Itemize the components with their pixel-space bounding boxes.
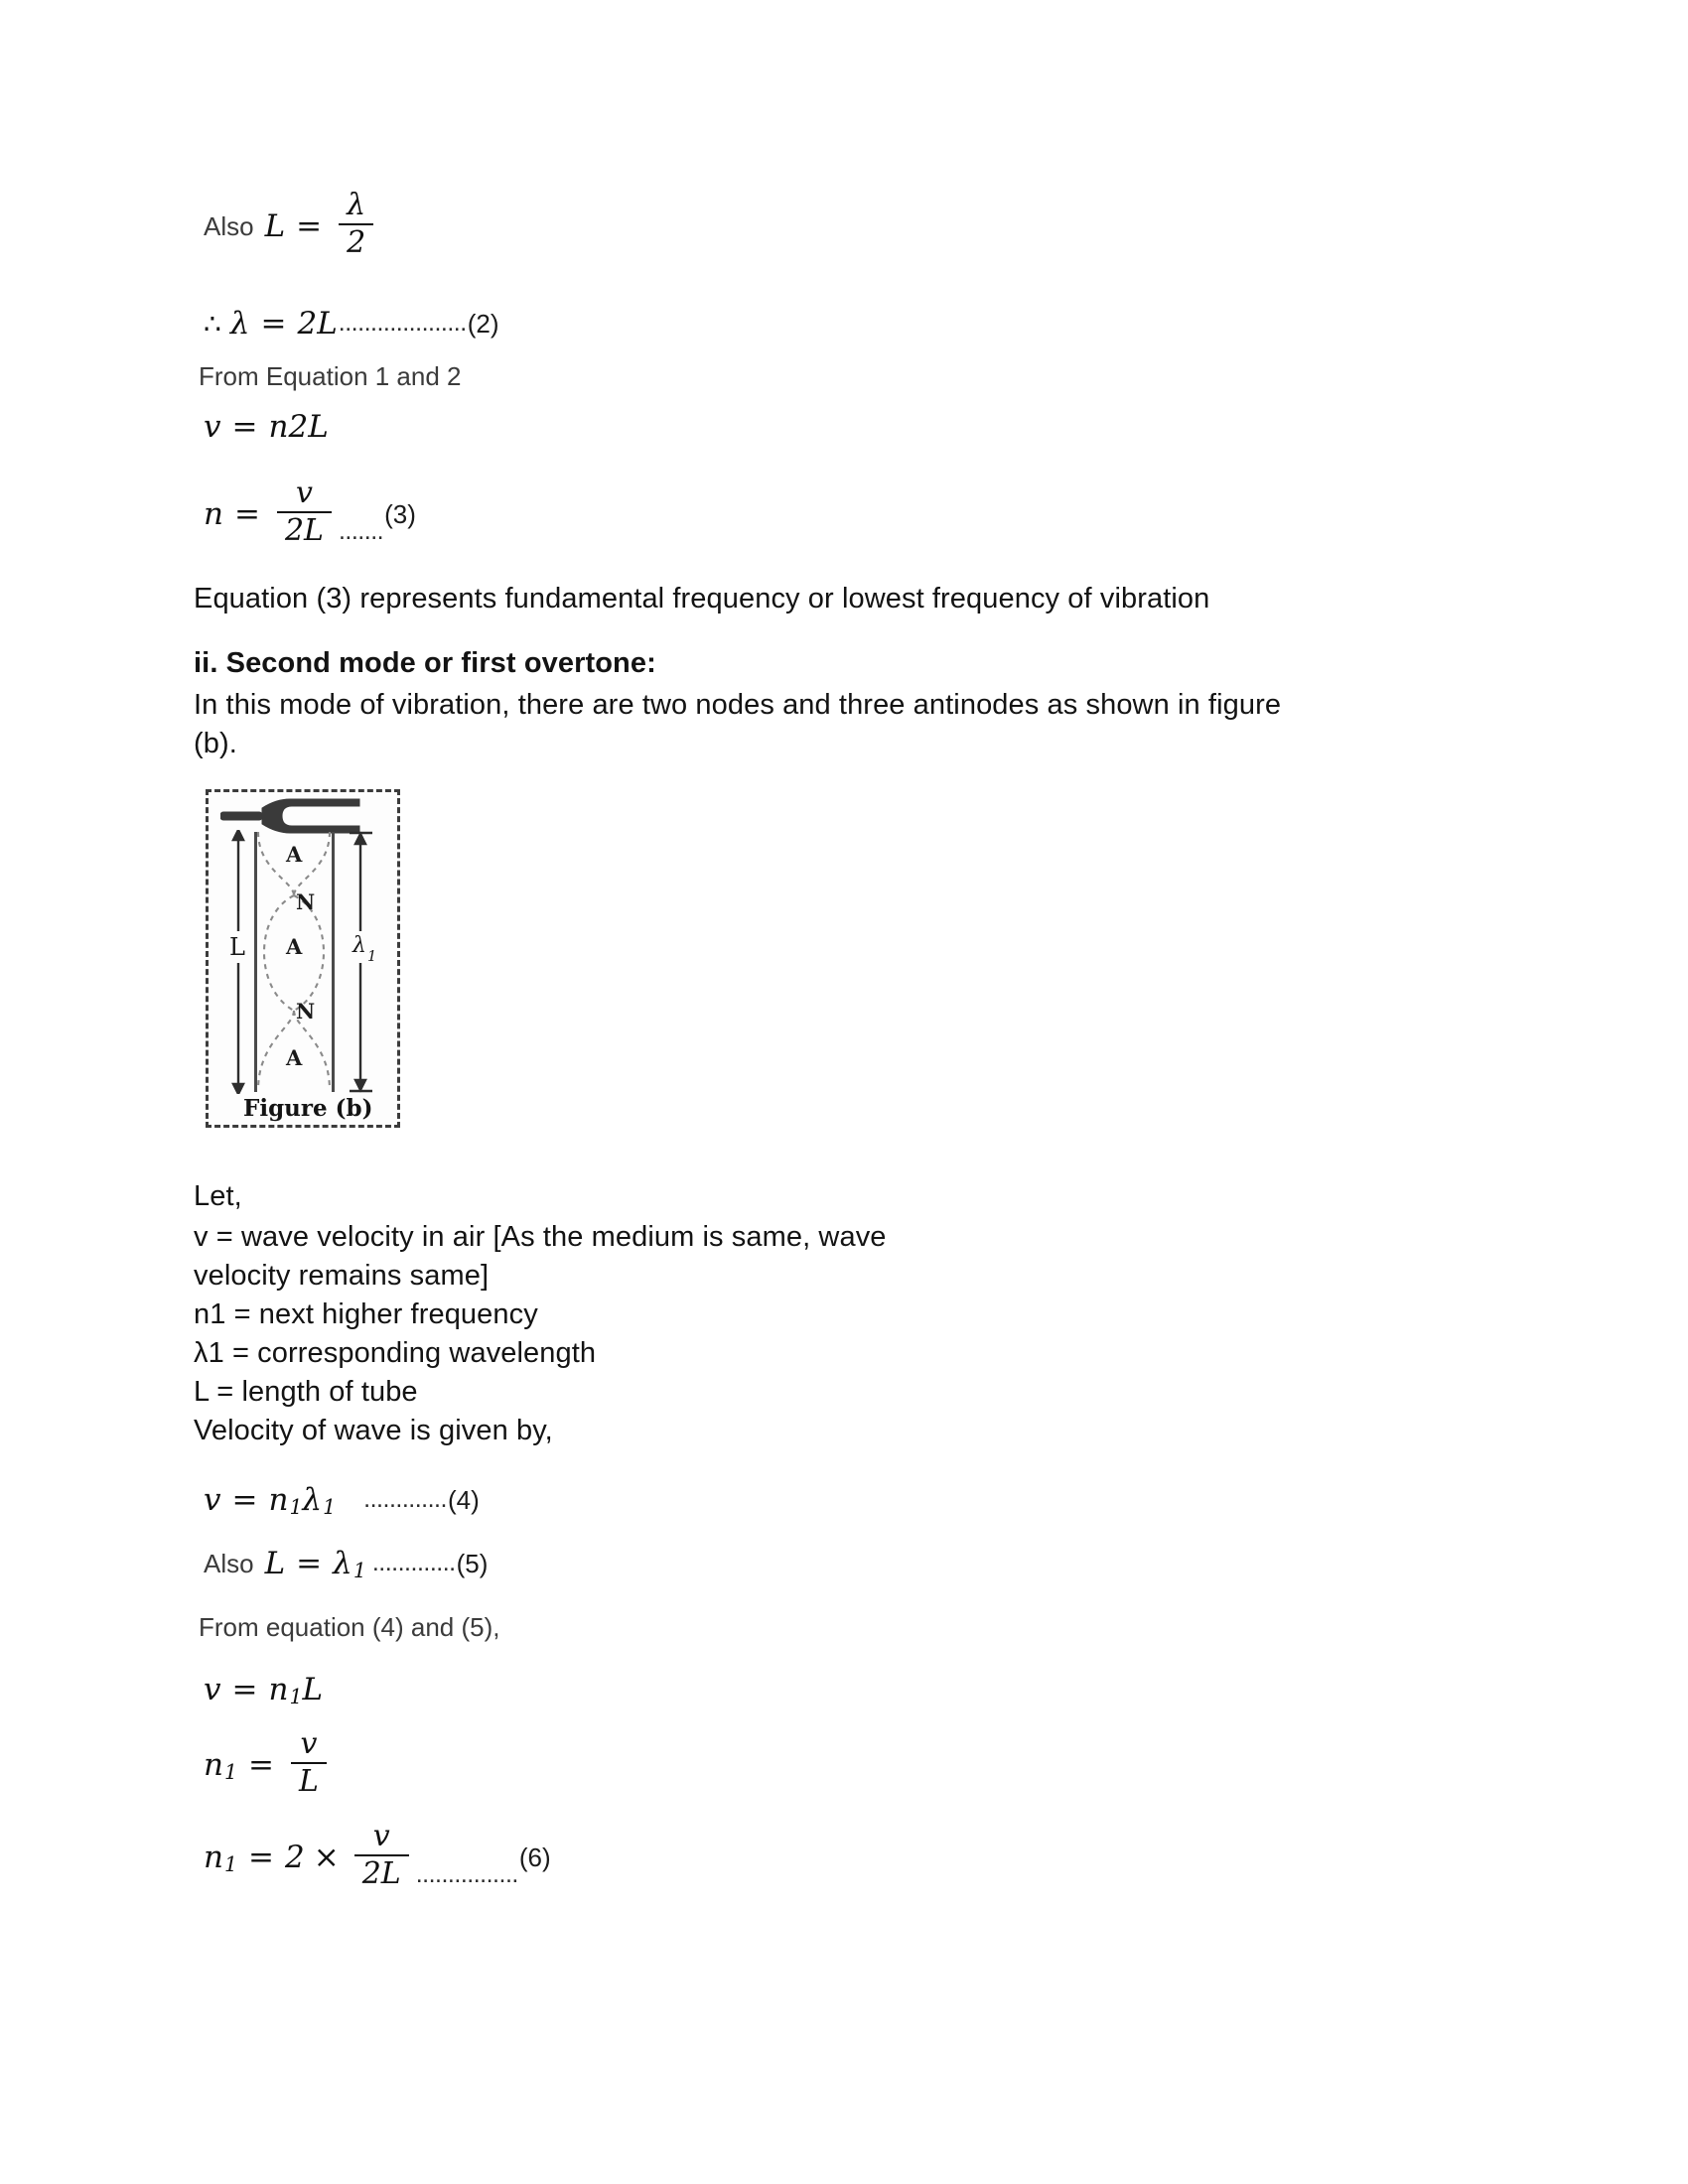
- equation-body: [204, 1482, 480, 1518]
- definition-lambda1: λ1 = corresponding wavelength: [194, 1337, 597, 1369]
- lambda-symbol: λ: [352, 933, 366, 958]
- fraction-v-over-2L: [354, 1820, 409, 1891]
- equals-sign: =: [231, 1672, 258, 1707]
- symbol-v: v: [204, 409, 221, 445]
- equals-sign: =: [231, 409, 258, 445]
- equation-also-L: [204, 188, 379, 262]
- symbol-n: n: [204, 1747, 223, 1783]
- equals-sign: =: [260, 306, 287, 341]
- symbol-lambda: λ: [229, 306, 250, 341]
- right-hand-side: n2L: [268, 409, 329, 445]
- equals-sign: =: [231, 1482, 258, 1518]
- figure-b-container: [206, 789, 400, 1128]
- equals-sign: =: [247, 1840, 274, 1875]
- equation-body: [204, 306, 498, 341]
- fraction-lambda-over-2: [339, 189, 373, 260]
- also-word: Also: [204, 1548, 254, 1578]
- node-label-upper: N: [296, 889, 316, 914]
- equals-sign: =: [233, 496, 260, 532]
- equation-number: (3): [384, 498, 416, 529]
- equals-sign: =: [296, 208, 323, 244]
- definition-wave-velocity-line2: velocity remains same]: [194, 1260, 490, 1292]
- leader-dots: .............: [371, 1549, 456, 1576]
- definition-n1: n1 = next higher frequency: [194, 1298, 538, 1330]
- velocity-given-by-text: Velocity of wave is given by,: [194, 1415, 553, 1446]
- n-subscript: 1: [289, 1685, 303, 1708]
- leader-dots: .......: [338, 517, 384, 545]
- equation-number: (4): [447, 1484, 480, 1515]
- symbol-n: n: [204, 496, 223, 532]
- antinode-label-bottom: A: [286, 1045, 303, 1070]
- from-equation-4-and-5-text: From equation (4) and (5),: [199, 1612, 500, 1642]
- equation-body: [204, 478, 416, 550]
- figure-caption: Figure (b): [243, 1095, 373, 1122]
- n-subscript: 1: [223, 1760, 237, 1784]
- antinode-label-middle: A: [286, 934, 303, 959]
- symbol-L: L: [264, 1546, 286, 1581]
- fraction-numerator: v: [372, 1819, 390, 1853]
- multiplication-sign: ×: [313, 1840, 340, 1875]
- equation-number: (5): [456, 1548, 489, 1578]
- equals-sign: =: [296, 1546, 323, 1581]
- figure-b-inner: [209, 792, 397, 1125]
- node-label-lower: N: [296, 999, 316, 1024]
- lambda-subscript: 1: [323, 1495, 337, 1519]
- right-hand-side: 2L: [297, 306, 338, 341]
- equation-body: [264, 188, 380, 262]
- heading-second-mode: ii. Second mode or first overtone:: [194, 647, 656, 679]
- symbol-v: v: [204, 1482, 221, 1518]
- equation-v-equals-n1L: [204, 1672, 323, 1707]
- n-subscript: 1: [223, 1852, 237, 1876]
- symbol-v: v: [204, 1672, 221, 1707]
- symbol-L: L: [302, 1672, 324, 1707]
- equation-body: [204, 1726, 333, 1801]
- fraction-denominator: 2L: [354, 1854, 409, 1891]
- equation-3: [204, 478, 416, 550]
- equation-body: [204, 1672, 323, 1707]
- fraction-numerator: λ: [347, 188, 366, 222]
- second-mode-description-line2: (b).: [194, 728, 237, 759]
- also-word: Also: [204, 210, 254, 241]
- equation-body: [204, 409, 329, 445]
- n-subscript: 1: [289, 1495, 303, 1519]
- equation-n1-equals-v-over-L: [204, 1726, 333, 1801]
- lambda-subscript: 1: [366, 949, 377, 966]
- equals-sign: =: [247, 1747, 274, 1783]
- figure-length-label: L: [226, 931, 248, 963]
- definition-L: L = length of tube: [194, 1376, 418, 1408]
- therefore-symbol: ∴: [204, 307, 221, 341]
- symbol-n: n: [268, 1482, 289, 1518]
- equation-number: (2): [467, 308, 499, 339]
- fraction-denominator: 2L: [277, 511, 332, 548]
- fraction-v-over-2L: [277, 477, 332, 548]
- equation-4: [204, 1482, 480, 1518]
- let-label: Let,: [194, 1180, 242, 1212]
- equation-number: (6): [518, 1842, 551, 1872]
- from-equation-1-and-2-text: From Equation 1 and 2: [199, 361, 462, 391]
- equation-2: [204, 306, 498, 341]
- fraction-numerator: v: [295, 476, 313, 510]
- second-mode-description-line1: In this mode of vibration, there are two nodes and three antinodes as shown in figure: [194, 689, 1282, 721]
- factor-2: 2: [284, 1840, 305, 1875]
- lambda-subscript: 1: [352, 1559, 366, 1582]
- equation-5: [204, 1546, 488, 1581]
- leader-dots: .............: [363, 1485, 447, 1513]
- symbol-n: n: [204, 1840, 223, 1875]
- symbol-L: L: [264, 208, 286, 244]
- definition-wave-velocity-line1: v = wave velocity in air [As the medium is same, wave: [194, 1221, 887, 1253]
- symbol-n: n: [268, 1672, 289, 1707]
- equation-body: [265, 1546, 489, 1581]
- antinode-label-top: A: [286, 842, 303, 867]
- equation-body: [204, 1819, 551, 1893]
- figure-wavelength-label: [351, 931, 378, 966]
- equation-6: [204, 1819, 551, 1893]
- fraction-v-over-L: [291, 1727, 327, 1799]
- fraction-denominator: 2: [339, 223, 373, 260]
- symbol-lambda: λ: [333, 1546, 352, 1581]
- fraction-denominator: L: [291, 1762, 327, 1799]
- leader-dots: ................: [415, 1860, 518, 1888]
- leader-dots: ....................: [338, 309, 467, 337]
- equation-v-equals-n2L: [204, 409, 329, 445]
- fraction-numerator: v: [300, 1726, 318, 1761]
- symbol-lambda: λ: [302, 1482, 323, 1518]
- equation-3-meaning-paragraph: Equation (3) represents fundamental frequency or lowest frequency of vibration: [194, 583, 1210, 614]
